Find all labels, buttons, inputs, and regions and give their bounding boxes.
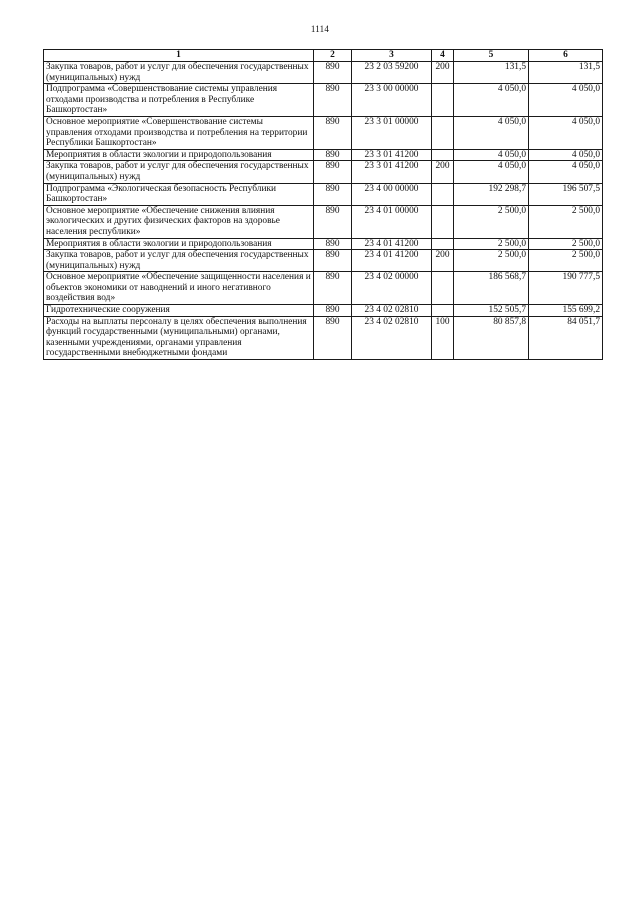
row-expense-type: [432, 272, 454, 305]
row-amount-col6: 131,5: [529, 62, 603, 84]
row-name: Мероприятия в области экологии и природопользования: [44, 149, 314, 161]
row-name: Закупка товаров, работ и услуг для обеспечения государственных (муниципальных) нужд: [44, 161, 314, 183]
row-amount-col6: 4 050,0: [529, 116, 603, 149]
row-admin-code: 890: [314, 84, 352, 117]
row-expense-type: [432, 238, 454, 250]
row-amount-col6: 4 050,0: [529, 84, 603, 117]
row-name: Закупка товаров, работ и услуг для обеспечения государственных (муниципальных) нужд: [44, 62, 314, 84]
row-target-code: 23 4 01 41200: [352, 238, 432, 250]
header-col-3: 3: [352, 50, 432, 62]
row-target-code: 23 4 01 00000: [352, 205, 432, 238]
row-amount-col5: 192 298,7: [454, 183, 529, 205]
row-amount-col6: 4 050,0: [529, 149, 603, 161]
row-name: Основное мероприятие «Совершенствование системы управления отходами производства и потребления на территории Республики Башкортостан»: [44, 116, 314, 149]
table-row: [44, 238, 603, 250]
row-admin-code: 890: [314, 62, 352, 84]
row-name: Мероприятия в области экологии и природопользования: [44, 238, 314, 250]
header-col-1: 1: [44, 50, 314, 62]
table-row: [44, 205, 603, 238]
row-expense-type: [432, 205, 454, 238]
row-amount-col6: 2 500,0: [529, 238, 603, 250]
table-row: [44, 250, 603, 272]
table-row: [44, 84, 603, 117]
row-amount-col5: 4 050,0: [454, 149, 529, 161]
row-expense-type: 200: [432, 161, 454, 183]
row-name: Основное мероприятие «Обеспечение снижения влияния экологических и других физических факторов на здоровье населения республики»: [44, 205, 314, 238]
row-amount-col5: 80 857,8: [454, 316, 529, 359]
row-expense-type: 100: [432, 316, 454, 359]
row-amount-col5: 131,5: [454, 62, 529, 84]
row-amount-col6: 190 777,5: [529, 272, 603, 305]
budget-table: [43, 49, 603, 360]
row-amount-col6: 84 051,7: [529, 316, 603, 359]
row-target-code: 23 4 02 00000: [352, 272, 432, 305]
row-name: Подпрограмма «Экологическая безопасность Республики Башкортостан»: [44, 183, 314, 205]
row-target-code: 23 3 01 41200: [352, 149, 432, 161]
row-expense-type: [432, 305, 454, 317]
row-target-code: 23 3 01 00000: [352, 116, 432, 149]
row-amount-col6: 4 050,0: [529, 161, 603, 183]
row-admin-code: 890: [314, 205, 352, 238]
row-expense-type: [432, 149, 454, 161]
row-target-code: 23 2 03 59200: [352, 62, 432, 84]
header-col-6: 6: [529, 50, 603, 62]
row-target-code: 23 3 00 00000: [352, 84, 432, 117]
row-admin-code: 890: [314, 161, 352, 183]
row-expense-type: 200: [432, 62, 454, 84]
row-target-code: 23 4 00 00000: [352, 183, 432, 205]
row-name: Закупка товаров, работ и услуг для обеспечения государственных (муниципальных) нужд: [44, 250, 314, 272]
row-admin-code: 890: [314, 305, 352, 317]
row-admin-code: 890: [314, 149, 352, 161]
row-amount-col5: 2 500,0: [454, 250, 529, 272]
row-target-code: 23 4 02 02810: [352, 305, 432, 317]
table-row: [44, 116, 603, 149]
row-amount-col5: 4 050,0: [454, 84, 529, 117]
row-amount-col6: 196 507,5: [529, 183, 603, 205]
row-admin-code: 890: [314, 238, 352, 250]
header-col-5: 5: [454, 50, 529, 62]
table-row: [44, 305, 603, 317]
row-expense-type: 200: [432, 250, 454, 272]
header-col-4: 4: [432, 50, 454, 62]
row-admin-code: 890: [314, 316, 352, 359]
table-row: [44, 316, 603, 359]
row-target-code: 23 3 01 41200: [352, 161, 432, 183]
row-expense-type: [432, 116, 454, 149]
row-amount-col5: 152 505,7: [454, 305, 529, 317]
row-expense-type: [432, 183, 454, 205]
row-name: Гидротехнические сооружения: [44, 305, 314, 317]
row-amount-col6: 2 500,0: [529, 250, 603, 272]
row-amount-col5: 186 568,7: [454, 272, 529, 305]
table-row: [44, 272, 603, 305]
row-amount-col5: 4 050,0: [454, 116, 529, 149]
page-number: 1114: [310, 24, 330, 34]
row-amount-col5: 4 050,0: [454, 161, 529, 183]
row-name: Основное мероприятие «Обеспечение защищенности населения и объектов экономики от наводнений и иного негативного воздействия вод»: [44, 272, 314, 305]
table-body: [44, 62, 603, 360]
row-target-code: 23 4 02 02810: [352, 316, 432, 359]
header-col-2: 2: [314, 50, 352, 62]
table-row: [44, 62, 603, 84]
row-admin-code: 890: [314, 116, 352, 149]
row-admin-code: 890: [314, 250, 352, 272]
header-row: [44, 50, 603, 62]
row-admin-code: 890: [314, 183, 352, 205]
table-header: [44, 50, 603, 62]
row-amount-col5: 2 500,0: [454, 238, 529, 250]
row-name: Подпрограмма «Совершенствование системы управления отходами производства и потребления в Республике Башкортостан»: [44, 84, 314, 117]
row-amount-col5: 2 500,0: [454, 205, 529, 238]
row-admin-code: 890: [314, 272, 352, 305]
row-amount-col6: 155 699,2: [529, 305, 603, 317]
row-name: Расходы на выплаты персоналу в целях обеспечения выполнения функций государственными (муниципальными) органами, казенными учреждениями, органами управления государственными внебюджетными фондами: [44, 316, 314, 359]
table-row: [44, 161, 603, 183]
table-row: [44, 149, 603, 161]
row-target-code: 23 4 01 41200: [352, 250, 432, 272]
table-row: [44, 183, 603, 205]
row-amount-col6: 2 500,0: [529, 205, 603, 238]
row-expense-type: [432, 84, 454, 117]
